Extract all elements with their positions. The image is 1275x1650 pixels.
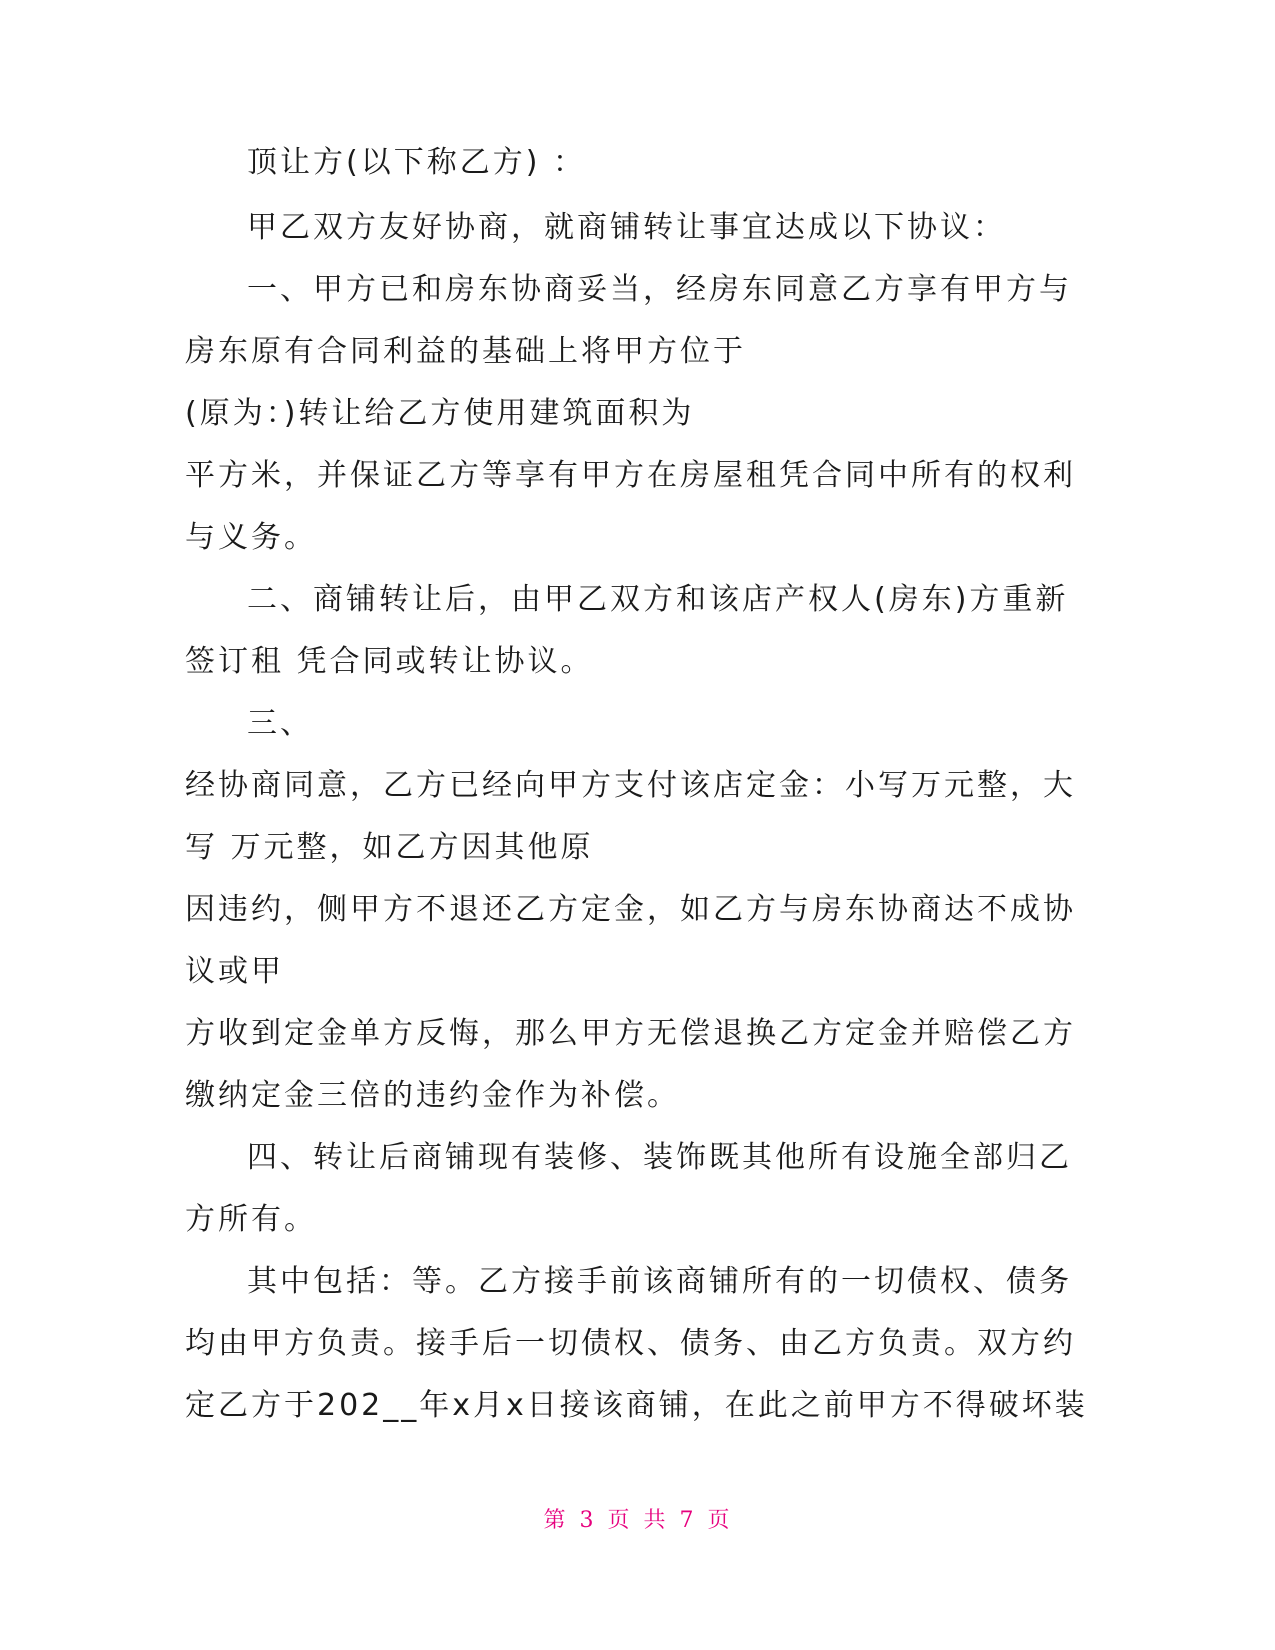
text-line: 顶让方(以下称乙方) ： xyxy=(247,145,586,180)
text-line: 甲乙双方友好协商，就商铺转让事宜达成以下协议： xyxy=(247,210,1006,245)
footer-total-pages: 7 xyxy=(679,1508,696,1533)
text-line: 均由甲方负责。接手后一切债权、债务、由乙方负责。双方约 xyxy=(185,1326,1076,1361)
text-line: 四、转让后商铺现有装修、装饰既其他所有设施全部归乙 xyxy=(247,1140,1072,1175)
text-line: 签订租 凭合同或转让协议。 xyxy=(185,644,594,679)
text-line: 议或甲 xyxy=(185,954,284,989)
text-line: 与义务。 xyxy=(185,520,317,555)
text-line: 定乙方于202__年x月x日接该商铺，在此之前甲方不得破坏装 xyxy=(185,1388,1088,1423)
text-line: 二、商铺转让后，由甲乙双方和该店产权人(房东)方重新 xyxy=(247,582,1069,617)
text-line: 三、 xyxy=(247,706,313,741)
text-line: 其中包括：等。乙方接手前该商铺所有的一切债权、债务 xyxy=(247,1264,1072,1299)
text-line: 一、甲方已和房东协商妥当，经房东同意乙方享有甲方与 xyxy=(247,272,1072,307)
text-line: 因违约，侧甲方不退还乙方定金，如乙方与房东协商达不成协 xyxy=(185,892,1076,927)
page-footer xyxy=(0,1503,1275,1534)
text-line: 方所有。 xyxy=(185,1202,317,1237)
footer-gong: 共 xyxy=(643,1508,668,1533)
text-line: 平方米，并保证乙方等享有甲方在房屋租凭合同中所有的权利 xyxy=(185,458,1076,493)
footer-ye2: 页 xyxy=(707,1508,732,1533)
text-line: 房东原有合同利益的基础上将甲方位于 xyxy=(185,334,746,369)
text-line: 经协商同意，乙方已经向甲方支付该店定金：小写万元整，大 xyxy=(185,768,1076,803)
text-line: 写 万元整，如乙方因其他原 xyxy=(185,830,594,865)
footer-ye: 页 xyxy=(607,1508,632,1533)
text-line: 方收到定金单方反悔，那么甲方无偿退换乙方定金并赔偿乙方 xyxy=(185,1016,1076,1051)
footer-page-number: 3 xyxy=(579,1508,596,1533)
text-line: (原为：)转让给乙方使用建筑面积为 xyxy=(185,396,695,431)
footer-di: 第 xyxy=(543,1508,568,1533)
text-line: 缴纳定金三倍的违约金作为补偿。 xyxy=(185,1078,680,1113)
